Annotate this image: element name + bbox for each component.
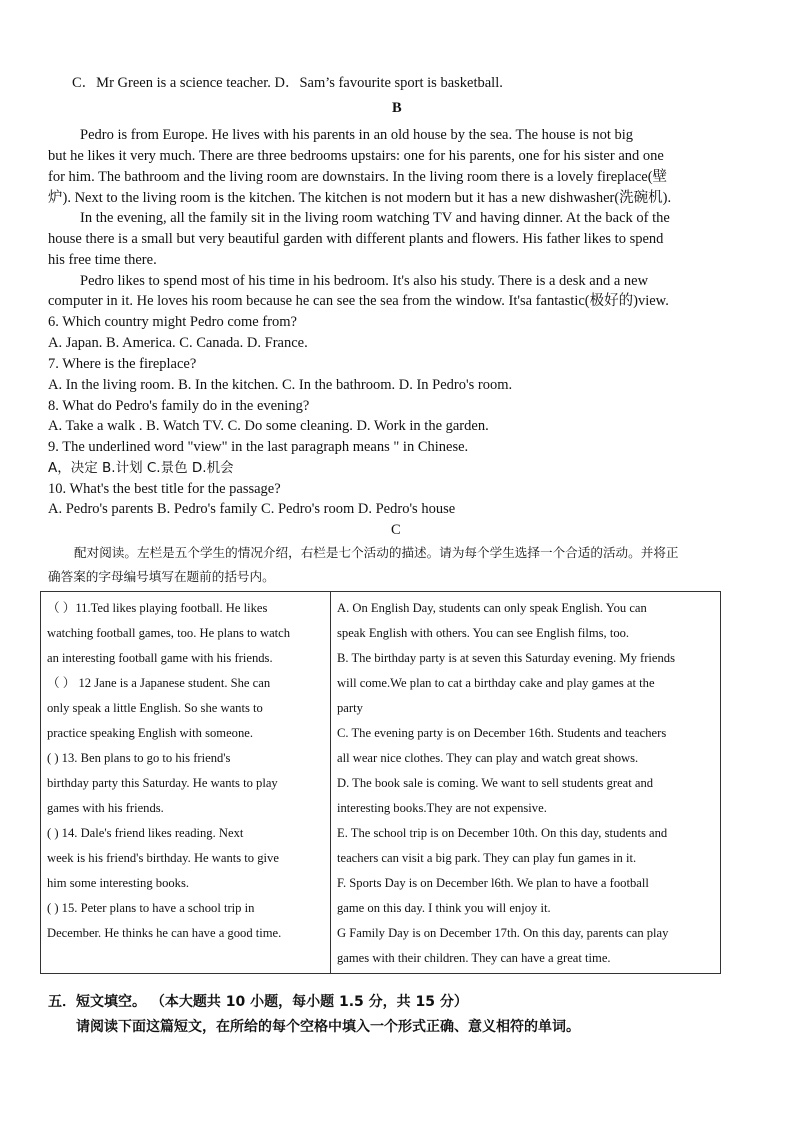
passage-line: Pedro is from Europe. He lives with his parents in an old house by the sea. The house is not big — [80, 127, 634, 143]
activity-line: D. The book sale is coming. We want to sell students great and — [337, 776, 654, 790]
passage-line: Pedro likes to spend most of his time in his bedroom. It's also his study. There is a desk and a new — [80, 273, 649, 289]
question-line: A，决定 B.计划 C.景色 D.机会 — [48, 460, 234, 476]
student-line: practice speaking English with someone. — [47, 726, 253, 740]
question-line: A. Take a walk . B. Watch TV. C. Do some cleaning. D. Work in the garden. — [48, 418, 489, 434]
activity-line: game on this day. I think you will enjoy it. — [337, 901, 551, 915]
student-line: an interesting football game with his friends. — [47, 651, 273, 665]
passage-line: for him. The bathroom and the living room are downstairs. In the living room there is a lovely fireplace(壁 — [48, 169, 668, 185]
question-line: A. Pedro's parents B. Pedro's family C. Pedro's room D. Pedro's house — [48, 501, 456, 517]
question-line: 10. What's the best title for the passage? — [48, 481, 281, 497]
question-line: 6. Which country might Pedro come from? — [48, 314, 297, 330]
activity-line: interesting books.They are not expensive. — [337, 801, 547, 815]
student-line: ( ) 15. Peter plans to have a school trip in — [47, 901, 255, 915]
activity-line: all wear nice clothes. They can play and watch great shows. — [337, 751, 639, 765]
student-line: watching football games, too. He plans to watch — [47, 626, 291, 640]
section-5-instruction: 请阅读下面这篇短文，在所给的每个空格中填入一个形式正确、意义相符的单词。 — [76, 1019, 580, 1035]
section-5-heading: 五．短文填空。 （本大题共 10 小题，每小题 1.5 分，共 15 分） — [48, 994, 468, 1010]
student-line: （ ） 12 Jane is a Japanese student. She can — [47, 676, 271, 690]
activity-line: party — [337, 701, 363, 715]
activities-column — [331, 592, 721, 974]
question-line: 8. What do Pedro's family do in the evening? — [48, 398, 310, 414]
question-line: A. Japan. B. America. C. Canada. D. France. — [48, 335, 308, 351]
student-line: birthday party this Saturday. He wants to play — [47, 776, 278, 790]
activity-line: teachers can visit a big park. They can play fun games in it. — [337, 851, 637, 865]
passage-line: computer in it. He loves his room because he can see the sea from the window. It'sa fantastic(极好的)view. — [48, 293, 669, 309]
student-line: （ ）11.Ted likes playing football. He likes — [47, 601, 268, 615]
activity-line: games with their children. They can have a great time. — [337, 951, 611, 965]
student-line: December. He thinks he can have a good time. — [47, 926, 282, 940]
student-line: him some interesting books. — [47, 876, 190, 890]
section-b-title: B — [392, 100, 402, 116]
passage-line: house there is a small but very beautiful garden with different plants and flowers. His father likes to spend — [48, 231, 664, 247]
student-line: ( ) 14. Dale's friend likes reading. Next — [47, 826, 244, 840]
question-line: 9. The underlined word "view" in the last paragraph means " in Chinese. — [48, 439, 469, 455]
student-line: ( ) 13. Ben plans to go to his friend's — [47, 751, 231, 765]
activity-line: F. Sports Day is on December l6th. We plan to have a football — [337, 876, 649, 890]
student-line: only speak a little English. So she wants to — [47, 701, 263, 715]
question-line: A. In the living room. B. In the kitchen. C. In the bathroom. D. In Pedro's room. — [48, 377, 513, 393]
activity-line: A. On English Day, students can only speak English. You can — [337, 601, 647, 615]
matching-table — [40, 591, 721, 974]
activity-line: will come.We plan to cat a birthday cake and play games at the — [337, 676, 655, 690]
section-c-instruction: 配对阅读。左栏是五个学生的情况介绍，右栏是七个活动的描述。请为每个学生选择一个合适的活动。并将正 — [74, 545, 679, 560]
activity-line: C. The evening party is on December 16th. Students and teachers — [337, 726, 667, 740]
students-column — [41, 592, 331, 974]
passage-line: 炉). Next to the living room is the kitchen. The kitchen is not modern but it has a new dishwasher(洗碗机). — [48, 190, 672, 206]
question-line: 7. Where is the fireplace? — [48, 356, 197, 372]
activity-line: B. The birthday party is at seven this Saturday evening. My friends — [337, 651, 675, 665]
student-line: games with his friends. — [47, 801, 164, 815]
section-c-instruction: 确答案的字母编号填写在题前的括号内。 — [48, 569, 275, 584]
student-line: week is his friend's birthday. He wants to give — [47, 851, 279, 865]
passage-line: In the evening, all the family sit in the living room watching TV and having dinner. At the back of the — [80, 210, 670, 226]
option-line-header: C．Mr Green is a science teacher. D．Sam’s favourite sport is basketball. — [72, 75, 503, 91]
activity-line: speak English with others. You can see English films, too. — [337, 626, 630, 640]
passage-line: his free time there. — [48, 252, 157, 268]
passage-line: but he likes it very much. There are three bedrooms upstairs: one for his parents, one for his sister and one — [48, 148, 664, 164]
activity-line: E. The school trip is on December 10th. On this day, students and — [337, 826, 668, 840]
activity-line: G Family Day is on December 17th. On this day, parents can play — [337, 926, 669, 940]
section-c-title: C — [391, 522, 401, 538]
